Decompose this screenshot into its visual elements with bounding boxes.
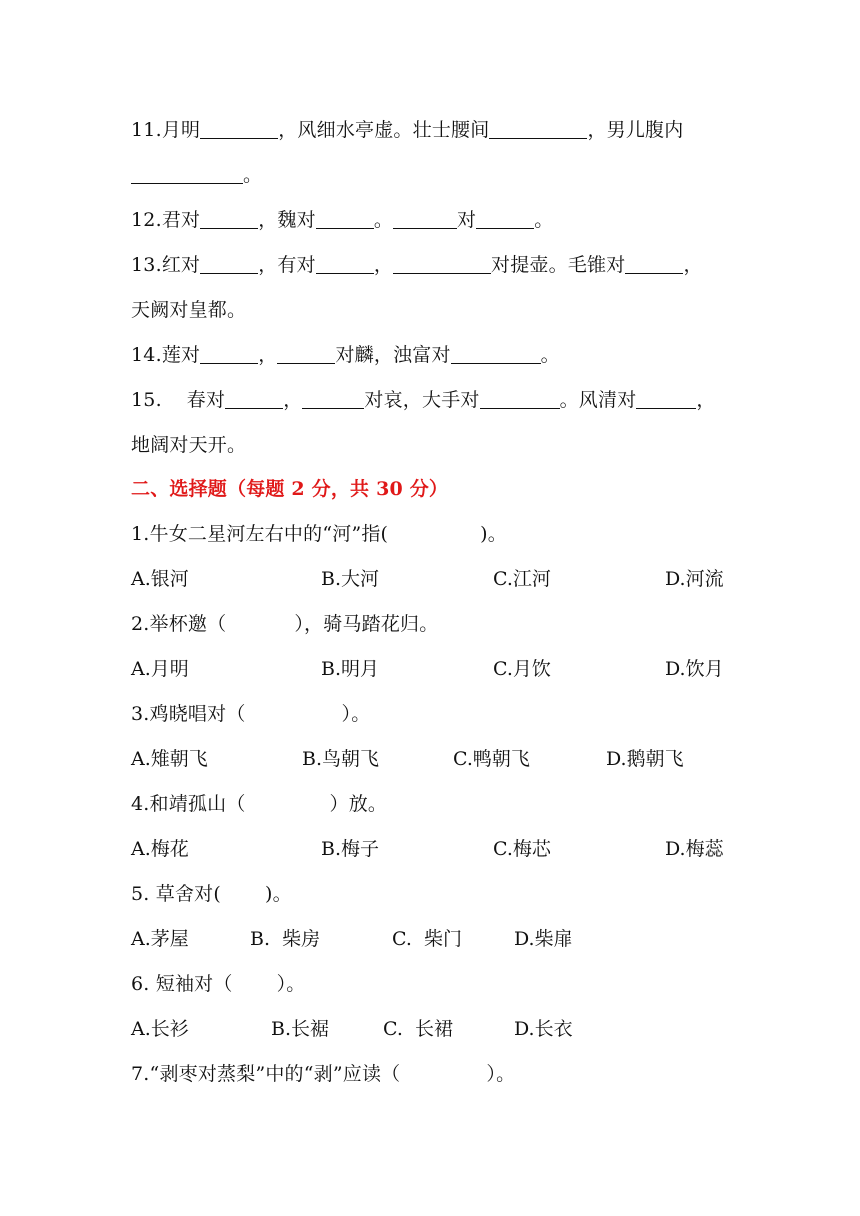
option-a[interactable]: A.雉朝飞: [131, 748, 208, 770]
option-d[interactable]: D.梅蕊: [665, 838, 724, 860]
option-d[interactable]: D.鹅朝飞: [606, 748, 684, 770]
answer-blank[interactable]: [316, 210, 374, 229]
option-b[interactable]: B.鸟朝飞: [302, 748, 380, 770]
answer-blank[interactable]: [277, 345, 335, 364]
option-c[interactable]: C. 长裙: [383, 1018, 453, 1040]
choice-question-6: 6. 短袖对（ ）。: [131, 973, 306, 995]
option-c[interactable]: C.江河: [493, 568, 551, 590]
option-a[interactable]: A.梅花: [131, 838, 189, 860]
answer-blank[interactable]: [200, 255, 258, 274]
fill-question-15-cont: 地阔对天开。: [131, 434, 247, 456]
answer-blank[interactable]: [480, 390, 560, 409]
option-d[interactable]: D.河流: [665, 568, 724, 590]
option-b[interactable]: B.梅子: [321, 838, 380, 860]
option-b[interactable]: B.大河: [321, 568, 380, 590]
answer-blank[interactable]: [302, 390, 364, 409]
option-b[interactable]: B.长裾: [271, 1018, 330, 1040]
option-b[interactable]: B.明月: [321, 658, 380, 680]
option-c[interactable]: C. 柴门: [392, 928, 462, 950]
answer-blank[interactable]: [476, 210, 534, 229]
choice-question-4: 4.和靖孤山（ ）放。: [131, 793, 388, 815]
answer-blank[interactable]: [200, 345, 258, 364]
choice-question-1: 1.牛女二星河左右中的“河”指( )。: [131, 523, 507, 545]
fill-question-12: 12.君对 ，魏对 。 对 。: [131, 209, 554, 231]
fill-question-13: 13.红对 ，有对 ， 对提壶。毛锥对 ，: [131, 254, 703, 276]
answer-blank[interactable]: [489, 120, 587, 139]
option-a[interactable]: A.月明: [131, 658, 189, 680]
choice-question-2: 2.举杯邀（ ），骑马踏花归。: [131, 613, 439, 635]
answer-blank[interactable]: [451, 345, 541, 364]
option-d[interactable]: D.长衣: [514, 1018, 573, 1040]
answer-blank[interactable]: [625, 255, 683, 274]
fill-question-14: 14.莲对 ， 对麟，浊富对 。: [131, 344, 560, 366]
answer-blank[interactable]: [393, 255, 491, 274]
option-b[interactable]: B. 柴房: [250, 928, 321, 950]
option-a[interactable]: A.茅屋: [131, 928, 189, 950]
fill-question-15: 15. 春对 ， 对哀，大手对 。风清对 ，: [131, 389, 716, 411]
answer-blank[interactable]: [131, 165, 243, 184]
answer-blank[interactable]: [225, 390, 283, 409]
fill-question-11: 11.月明 ，风细水亭虚。壮士腰间 ，男儿腹内: [131, 119, 684, 141]
option-c[interactable]: C.鸭朝飞: [453, 748, 530, 770]
answer-blank[interactable]: [316, 255, 374, 274]
choice-question-7: 7.“剥枣对蒸梨”中的“剥”应读（ ）。: [131, 1063, 516, 1085]
choice-question-5: 5. 草舍对( )。: [131, 883, 292, 905]
answer-blank[interactable]: [200, 210, 258, 229]
option-a[interactable]: A.银河: [131, 568, 189, 590]
choice-question-3: 3.鸡晓唱对（ ）。: [131, 703, 371, 725]
option-a[interactable]: A.长衫: [131, 1018, 189, 1040]
option-c[interactable]: C.月饮: [493, 658, 551, 680]
section-heading: 二、选择题（每题 2 分，共 30 分）: [131, 478, 449, 500]
answer-blank[interactable]: [200, 120, 278, 139]
answer-blank[interactable]: [393, 210, 457, 229]
option-c[interactable]: C.梅芯: [493, 838, 551, 860]
option-d[interactable]: D.柴扉: [514, 928, 573, 950]
fill-question-13-cont: 天阙对皇都。: [131, 299, 247, 321]
answer-blank[interactable]: [636, 390, 696, 409]
fill-question-11-cont: 。: [131, 163, 262, 187]
option-d[interactable]: D.饮月: [665, 658, 724, 680]
